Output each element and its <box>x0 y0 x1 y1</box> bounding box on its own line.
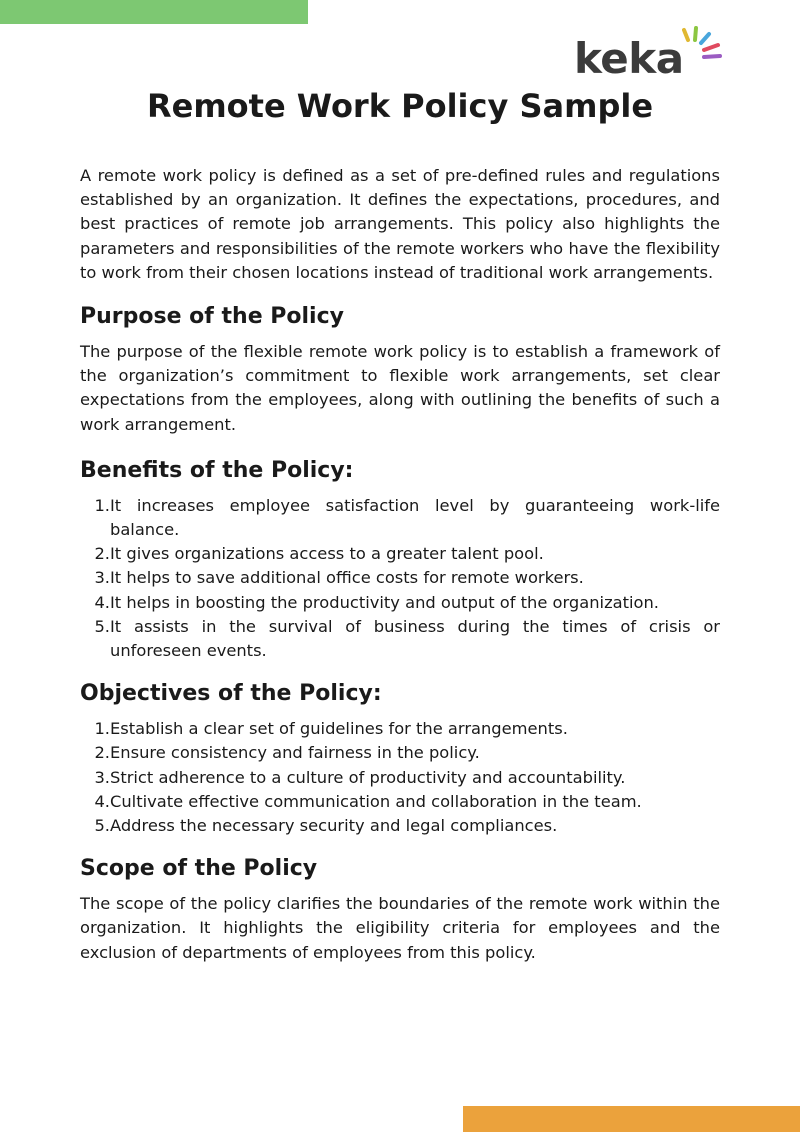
intro-paragraph: A remote work policy is defined as a set of pre-defined rules and regulations established by an organization. It defines the expectations, procedures, and best practices of remote job arrangements. This policy also highlights the parameters and responsibilities of the remote workers who have the flexibility to work from their chosen locations instead of traditional work arrangements. <box>80 166 720 282</box>
list-text: It helps in boosting the productivity and output of the organization. <box>110 592 659 612</box>
list-text: It helps to save additional office costs for remote workers. <box>110 568 584 588</box>
list-number: 3. <box>94 767 110 787</box>
top-accent-bar <box>0 0 308 24</box>
scope-paragraph: The scope of the policy clarifies the boundaries of the remote work within the organization. It highlights the eligibility criteria for employees and the exclusion of departments of employees from this policy. <box>80 894 720 962</box>
logo-rays-icon <box>682 26 724 62</box>
logo-wordmark: keka <box>574 34 684 83</box>
list-number: 3. <box>94 568 110 588</box>
list-item <box>80 494 720 542</box>
benefits-list <box>80 494 720 663</box>
list-text: It assists in the survival of business during the times of crisis or unforeseen events. <box>110 616 720 661</box>
list-text: It increases employee satisfaction level by guaranteeing work-life balance. <box>110 495 720 540</box>
benefits-heading: Benefits of the Policy: <box>80 457 354 483</box>
logo-ray <box>704 56 720 57</box>
list-item <box>80 741 720 765</box>
list-item <box>80 790 720 814</box>
logo-ray <box>701 34 709 43</box>
list-number: 5. <box>94 816 110 836</box>
list-item <box>80 591 720 615</box>
bottom-accent-bar <box>463 1106 800 1132</box>
list-number: 1. <box>94 495 110 515</box>
list-number: 1. <box>94 719 110 739</box>
keka-logo <box>574 26 724 86</box>
list-text: Establish a clear set of guidelines for the arrangements. <box>110 719 568 739</box>
list-number: 4. <box>94 791 110 811</box>
document-body <box>80 164 720 965</box>
list-number: 2. <box>94 743 110 763</box>
page-title: Remote Work Policy Sample <box>146 87 654 125</box>
list-item <box>80 542 720 566</box>
list-item <box>80 566 720 590</box>
objectives-list <box>80 717 720 838</box>
list-text: Cultivate effective communication and collaboration in the team. <box>110 791 642 811</box>
purpose-heading: Purpose of the Policy <box>80 304 344 330</box>
logo-ray <box>695 28 696 40</box>
list-item <box>80 766 720 790</box>
list-item <box>80 717 720 741</box>
list-text: Address the necessary security and legal compliances. <box>110 816 558 836</box>
list-text: It gives organizations access to a greater talent pool. <box>110 544 544 564</box>
scope-heading: Scope of the Policy <box>80 856 318 882</box>
list-item <box>80 615 720 663</box>
purpose-paragraph: The purpose of the flexible remote work policy is to establish a framework of the organization’s commitment to flexible work arrangements, set clear expectations from the employees, along with outlining the benefits of such a work arrangement. <box>80 342 720 434</box>
objectives-heading: Objectives of the Policy: <box>80 681 382 707</box>
list-number: 4. <box>94 592 110 612</box>
logo-ray <box>704 45 718 50</box>
list-number: 5. <box>94 616 110 636</box>
list-item <box>80 814 720 838</box>
list-number: 2. <box>94 544 110 564</box>
logo-ray <box>684 30 688 40</box>
list-text: Ensure consistency and fairness in the policy. <box>110 743 480 763</box>
list-text: Strict adherence to a culture of productivity and accountability. <box>110 767 626 787</box>
